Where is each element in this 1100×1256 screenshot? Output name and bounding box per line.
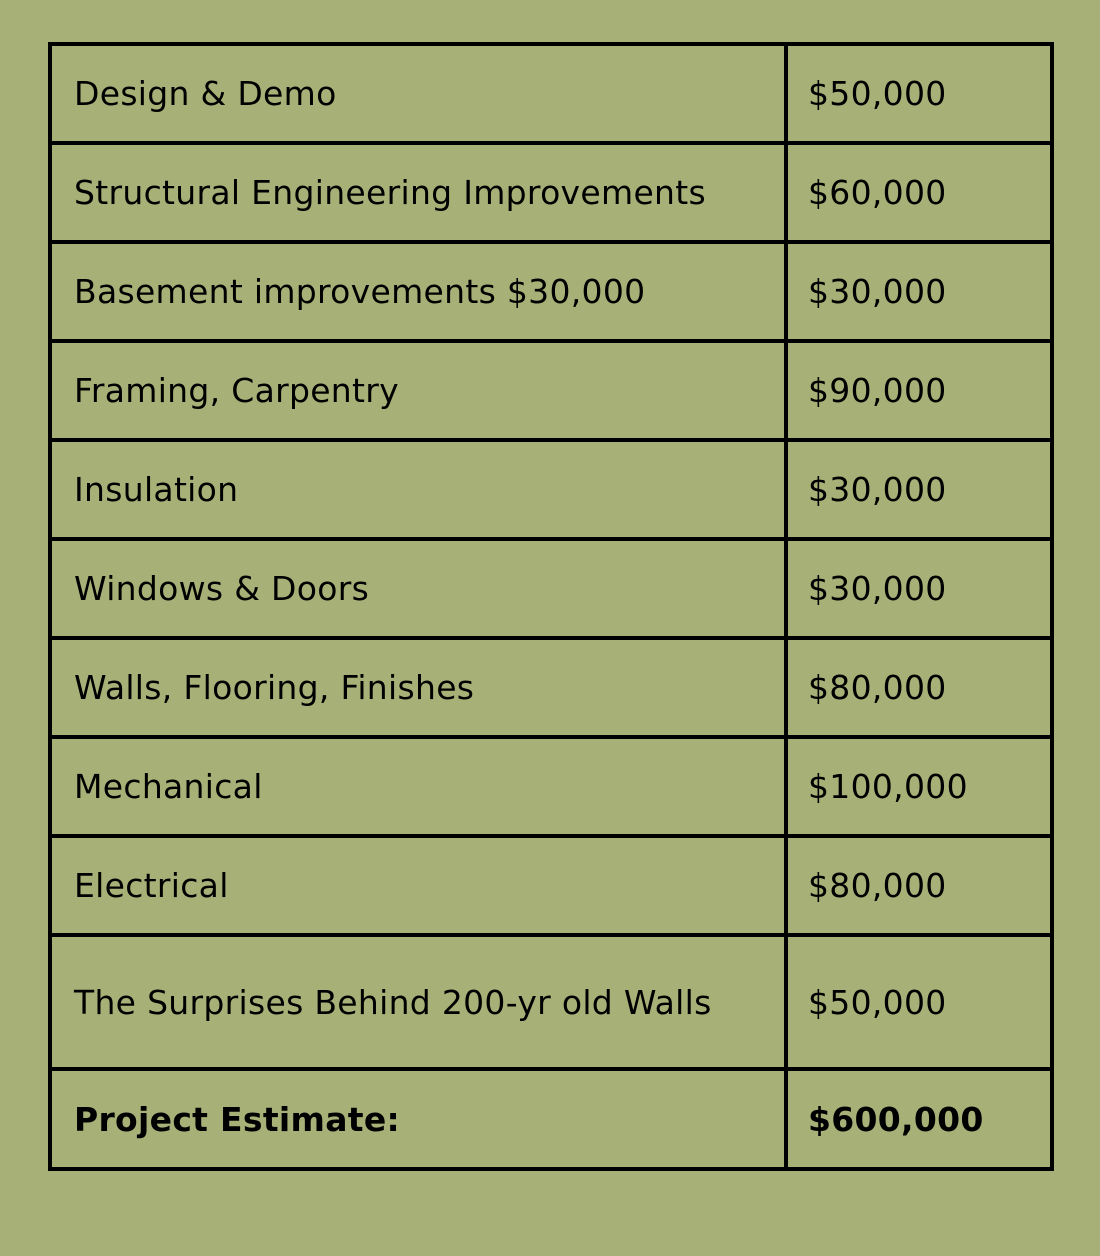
estimate-table-container: [48, 42, 1050, 1171]
item-cost: $30,000: [786, 242, 1052, 341]
total-label: Project Estimate:: [50, 1069, 786, 1169]
item-label: The Surprises Behind 200-yr old Walls: [50, 935, 786, 1069]
item-label: Windows & Doors: [50, 539, 786, 638]
table-row: [50, 242, 1052, 341]
item-label: Electrical: [50, 836, 786, 935]
item-cost: $50,000: [786, 935, 1052, 1069]
table-row: [50, 737, 1052, 836]
item-cost: $50,000: [786, 44, 1052, 143]
item-label: Structural Engineering Improvements: [50, 143, 786, 242]
item-label: Walls, Flooring, Finishes: [50, 638, 786, 737]
item-cost: $30,000: [786, 440, 1052, 539]
item-cost: $80,000: [786, 638, 1052, 737]
table-row: [50, 836, 1052, 935]
item-label: Mechanical: [50, 737, 786, 836]
table-row: [50, 638, 1052, 737]
item-cost: $30,000: [786, 539, 1052, 638]
project-estimate-table: [48, 42, 1054, 1171]
item-cost: $100,000: [786, 737, 1052, 836]
item-label: Framing, Carpentry: [50, 341, 786, 440]
table-row: [50, 935, 1052, 1069]
table-row: [50, 440, 1052, 539]
table-row: [50, 539, 1052, 638]
item-label: Insulation: [50, 440, 786, 539]
total-row: [50, 1069, 1052, 1169]
item-cost: $60,000: [786, 143, 1052, 242]
item-cost: $80,000: [786, 836, 1052, 935]
total-value: $600,000: [786, 1069, 1052, 1169]
table-row: [50, 44, 1052, 143]
table-row: [50, 341, 1052, 440]
table-row: [50, 143, 1052, 242]
item-cost: $90,000: [786, 341, 1052, 440]
item-label: Basement improvements $30,000: [50, 242, 786, 341]
item-label: Design & Demo: [50, 44, 786, 143]
